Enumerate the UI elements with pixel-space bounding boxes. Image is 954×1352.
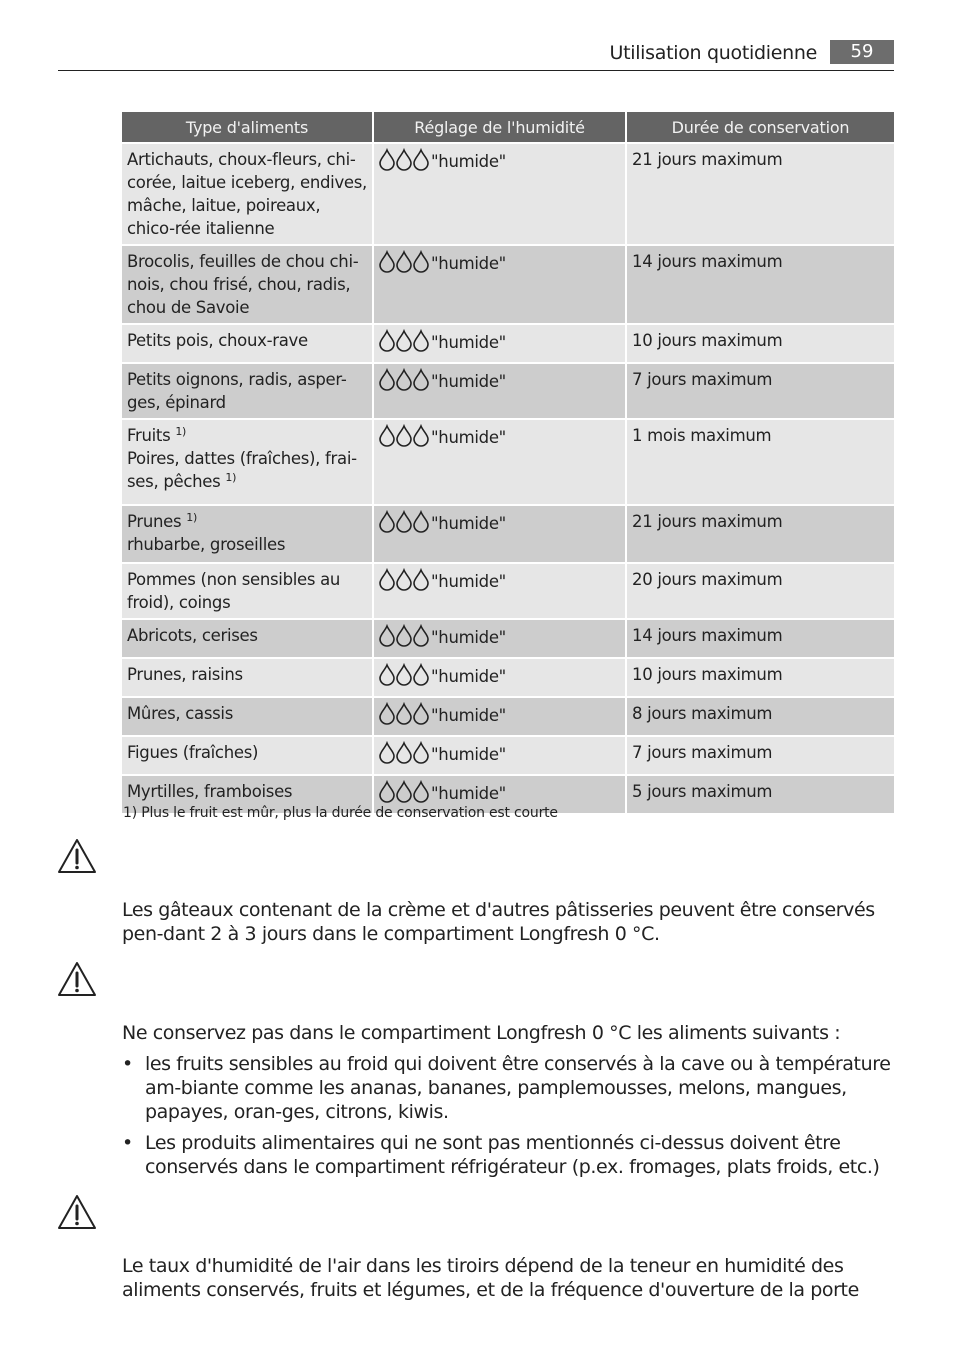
table-row xyxy=(122,246,894,323)
column-header-humidity: Réglage de l'humidité xyxy=(374,112,625,142)
table-row xyxy=(122,620,894,657)
table-footnote: 1) Plus le fruit est mûr, plus la durée de conservation est courte xyxy=(123,805,558,821)
humidity-value: "humide" xyxy=(431,784,506,803)
water-drops-icon xyxy=(379,663,429,692)
humidity-cell xyxy=(374,698,625,735)
warning-triangle-icon xyxy=(57,838,97,874)
food-cell xyxy=(122,506,372,562)
donot-intro-paragraph: Ne conservez pas dans le compartiment Longfresh 0 °C les aliments suivants : xyxy=(122,1022,841,1044)
water-drops-icon xyxy=(379,424,429,453)
column-header-food: Type d'aliments xyxy=(122,112,372,142)
food-list: rhubarbe, groseilles xyxy=(127,535,286,554)
duration-cell: 21 jours maximum xyxy=(627,506,894,562)
humidity-cell xyxy=(374,737,625,774)
duration-cell: 21 jours maximum xyxy=(627,144,894,244)
duration-cell: 20 jours maximum xyxy=(627,564,894,618)
humidity-value: "humide" xyxy=(431,667,506,686)
humidity-value: "humide" xyxy=(431,745,506,764)
list-item-text: les fruits sensibles au froid qui doivent être conservés à la cave ou à température am-biante comme les ananas, bananes, pamplemousses, melons, mangues, papayes, oran-ges, citrons, kiwis. xyxy=(145,1053,891,1123)
water-drops-icon xyxy=(379,510,429,539)
duration-cell: 7 jours maximum xyxy=(627,364,894,418)
humidity-cell xyxy=(374,420,625,504)
humidity-paragraph: Le taux d'humidité de l'air dans les tiroirs dépend de la teneur en humidité des aliments conservés, fruits et légumes, et de la fréquence d'ouverture de la porte xyxy=(122,1255,859,1301)
section-title: Utilisation quotidienne xyxy=(609,42,817,64)
food-cell: Figues (fraîches) xyxy=(122,737,372,774)
footnote-ref: 1) xyxy=(225,471,237,484)
humidity-value: "humide" xyxy=(431,372,506,391)
humidity-cell xyxy=(374,246,625,323)
duration-cell: 5 jours maximum xyxy=(627,776,894,813)
water-drops-icon xyxy=(379,624,429,653)
water-drops-icon xyxy=(379,148,429,177)
bullet-icon: • xyxy=(122,1132,133,1154)
list-item-text: Les produits alimentaires qui ne sont pas mentionnés ci-dessus doivent être conservés dans le compartiment réfrigérateur (p.ex. fromages, plats froids, etc.) xyxy=(145,1132,880,1178)
humidity-value: "humide" xyxy=(431,333,506,352)
humidity-cell xyxy=(374,620,625,657)
food-cell: Brocolis, feuilles de chou chi-nois, chou frisé, chou, radis, chou de Savoie xyxy=(122,246,372,323)
page-header xyxy=(58,40,894,71)
table-row xyxy=(122,737,894,774)
food-cell xyxy=(122,420,372,504)
food-cell: Artichauts, choux-fleurs, chi-corée, laitue iceberg, endives, mâche, laitue, poireaux, chico-rée italienne xyxy=(122,144,372,244)
food-cell: Abricots, cerises xyxy=(122,620,372,657)
storage-table xyxy=(120,110,896,815)
food-cell: Prunes, raisins xyxy=(122,659,372,696)
humidity-value: "humide" xyxy=(431,572,506,591)
table-row xyxy=(122,420,894,504)
table-row xyxy=(122,659,894,696)
table-row xyxy=(122,698,894,735)
humidity-cell xyxy=(374,325,625,362)
humidity-cell xyxy=(374,564,625,618)
list-item xyxy=(122,1052,897,1124)
duration-cell: 1 mois maximum xyxy=(627,420,894,504)
duration-cell: 7 jours maximum xyxy=(627,737,894,774)
donot-bullet-list xyxy=(122,1052,897,1186)
humidity-cell xyxy=(374,144,625,244)
water-drops-icon xyxy=(379,741,429,770)
water-drops-icon xyxy=(379,368,429,397)
footnote-ref: 1) xyxy=(186,511,197,524)
food-cell: Myrtilles, framboises xyxy=(122,776,372,813)
warning-triangle-icon xyxy=(57,1194,97,1230)
humidity-cell xyxy=(374,506,625,562)
water-drops-icon xyxy=(379,329,429,358)
humidity-cell xyxy=(374,659,625,696)
humidity-value: "humide" xyxy=(431,514,506,533)
humidity-cell xyxy=(374,364,625,418)
cakes-paragraph: Les gâteaux contenant de la crème et d'autres pâtisseries peuvent être conservés pen-dant 2 à 3 jours dans le compartiment Longfresh 0 °C. xyxy=(122,899,875,945)
table-row xyxy=(122,364,894,418)
table-header-row xyxy=(122,112,894,142)
food-cell: Mûres, cassis xyxy=(122,698,372,735)
table-row xyxy=(122,564,894,618)
food-cell: Petits pois, choux-rave xyxy=(122,325,372,362)
humidity-value: "humide" xyxy=(431,628,506,647)
duration-cell: 10 jours maximum xyxy=(627,659,894,696)
humidity-value: "humide" xyxy=(431,428,506,447)
duration-cell: 14 jours maximum xyxy=(627,620,894,657)
food-cell: Pommes (non sensibles au froid), coings xyxy=(122,564,372,618)
food-category: Prunes xyxy=(127,512,182,531)
water-drops-icon xyxy=(379,250,429,279)
humidity-value: "humide" xyxy=(431,152,506,171)
duration-cell: 14 jours maximum xyxy=(627,246,894,323)
humidity-value: "humide" xyxy=(431,706,506,725)
food-cell: Petits oignons, radis, asper-ges, épinard xyxy=(122,364,372,418)
page-number: 59 xyxy=(830,40,894,64)
bullet-icon: • xyxy=(122,1053,133,1075)
duration-cell: 10 jours maximum xyxy=(627,325,894,362)
water-drops-icon xyxy=(379,568,429,597)
duration-cell: 8 jours maximum xyxy=(627,698,894,735)
column-header-duration: Durée de conservation xyxy=(627,112,894,142)
table-row xyxy=(122,325,894,362)
warning-triangle-icon xyxy=(57,961,97,997)
table-row xyxy=(122,144,894,244)
list-item xyxy=(122,1131,897,1179)
water-drops-icon xyxy=(379,702,429,731)
humidity-value: "humide" xyxy=(431,254,506,273)
food-category: Fruits xyxy=(127,426,171,445)
food-list: Poires, dattes (fraîches), frai-ses, pêches xyxy=(127,449,357,491)
footnote-ref: 1) xyxy=(175,425,187,438)
table-row xyxy=(122,506,894,562)
